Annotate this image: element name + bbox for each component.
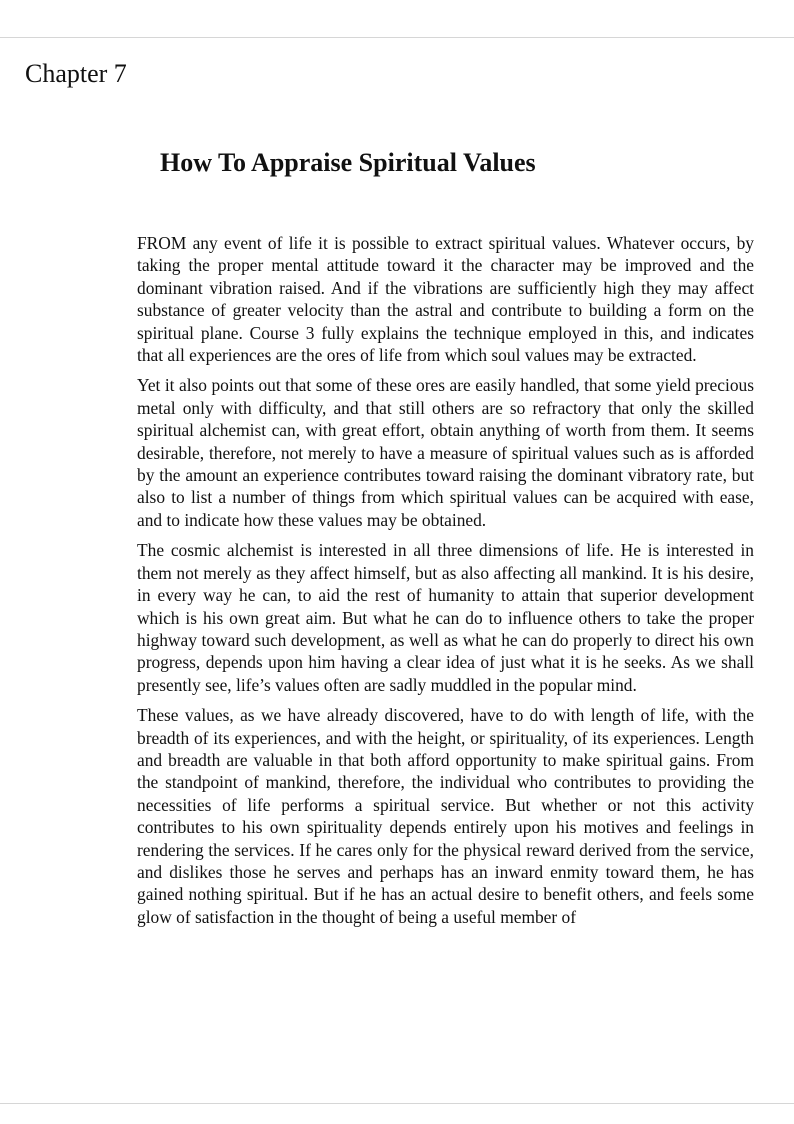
body-text [137, 232, 754, 936]
chapter-title: How To Appraise Spiritual Values [160, 148, 536, 177]
page-bottom-divider [0, 1103, 794, 1104]
paragraph-1: FROM any event of life it is possible to extract spiritual values. Whatever occurs, by taking the proper mental attitude toward it the character may be improved and the dominant vibration raised. And if the vibrations are sufficiently high they may affect substance of greater velocity than the astral and contribute to building a form on the spiritual plane. Course 3 fully explains the technique employed in this, and indicates that all experiences are the ores of life from which soul values may be extracted. [137, 233, 754, 366]
paragraph-4: These values, as we have already discovered, have to do with length of life, with the breadth of its experiences, and with the height, or spirituality, of its experiences. Length and breadth are valuable in that both afford opportunity to make spiritual gains. From the standpoint of mankind, therefore, the individual who contributes to providing the necessities of life performs a spiritual service. But whether or not this activity contributes to his own spirituality depends entirely upon his motives and feelings in rendering the services. If he cares only for the physical reward derived from the service, and dislikes those he serves and perhaps has an inward enmity toward them, he has gained nothing spiritual. But if he has an actual desire to benefit others, and feels some glow of satisfaction in the thought of being a useful member of [137, 705, 754, 927]
chapter-label: Chapter 7 [25, 59, 127, 88]
page-top-divider [0, 37, 794, 38]
paragraph-2: Yet it also points out that some of these ores are easily handled, that some yield precious metal only with difficulty, and that still others are so refractory that only the skilled spiritual alchemist can, with great effort, obtain anything of worth from them. It seems desirable, therefore, not merely to have a measure of spiritual values such as is afforded by the amount an experience contributes toward raising the dominant vibratory rate, but also to list a number of things from which spiritual values can be acquired with ease, and to indicate how these values may be obtained. [137, 375, 754, 530]
paragraph-3: The cosmic alchemist is interested in all three dimensions of life. He is interested in them not merely as they affect himself, but as also affecting all mankind. It is his desire, in every way he can, to aid the rest of humanity to attain that superior development which is his own great aim. But what he can do to influence others to take the proper highway toward such development, as well as what he can do properly to direct his own progress, depends upon him having a clear idea of just what it is he seeks. As we shall presently see, life’s values often are sadly muddled in the popular mind. [137, 540, 754, 695]
